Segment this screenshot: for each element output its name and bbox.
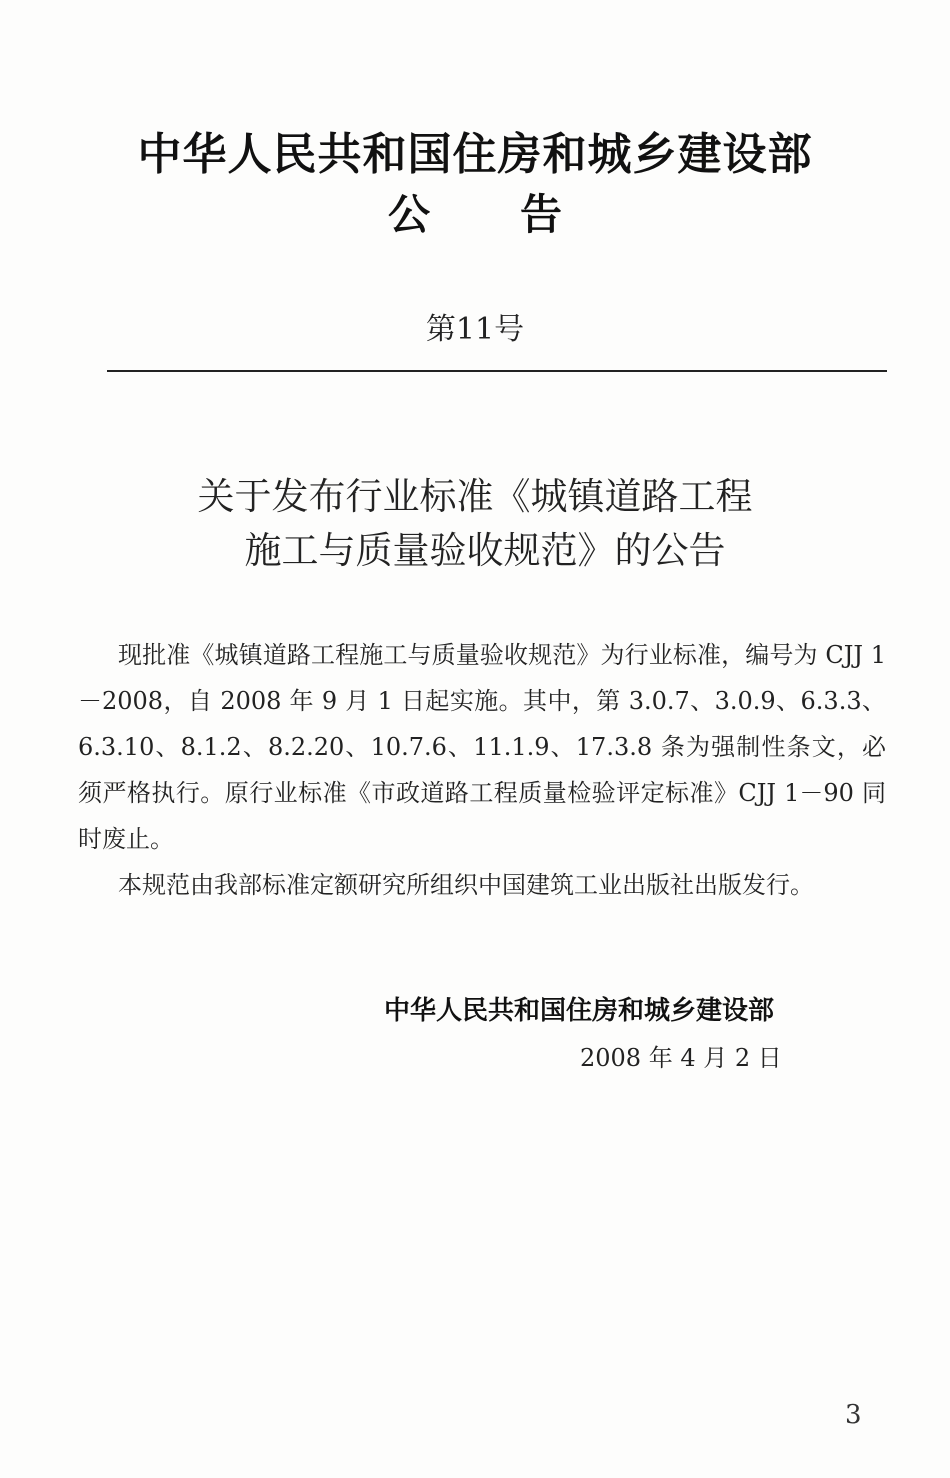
issue-date: 2008 年 4 月 2 日: [580, 1044, 782, 1072]
page-number: 3: [845, 1400, 862, 1430]
document-number: 第11号: [425, 312, 525, 347]
notice-title-line-2: 施工与质量验收规范》的公告: [244, 529, 726, 572]
notice-body: [78, 632, 886, 908]
header-divider: [107, 370, 887, 372]
notice-title-line-1: 关于发布行业标准《城镇道路工程: [197, 475, 753, 518]
ministry-title: 中华人民共和国住房和城乡建设部: [137, 129, 813, 180]
announcement-label: 公告: [387, 190, 652, 239]
notice-title: [0, 470, 950, 578]
issuer-name: 中华人民共和国住房和城乡建设部: [384, 996, 775, 1026]
body-paragraph-2: 本规范由我部标准定额研究所组织中国建筑工业出版社出版发行。: [118, 871, 814, 899]
body-paragraph-1: 现批准《城镇道路工程施工与质量验收规范》为行业标准，编号为 CJJ 1－2008，自 2008 年 9 月 1 日起实施。其中，第 3.0.7、3.0.9、6.3.3、6.3.10、8.1.2、8.2.20、10.7.6、11.1.9、17.3.8 条为强制性条文，必须严格执行。原行业标准《市政道路工程质量检验评定标准》CJJ 1－90 同时废止。: [78, 641, 886, 853]
